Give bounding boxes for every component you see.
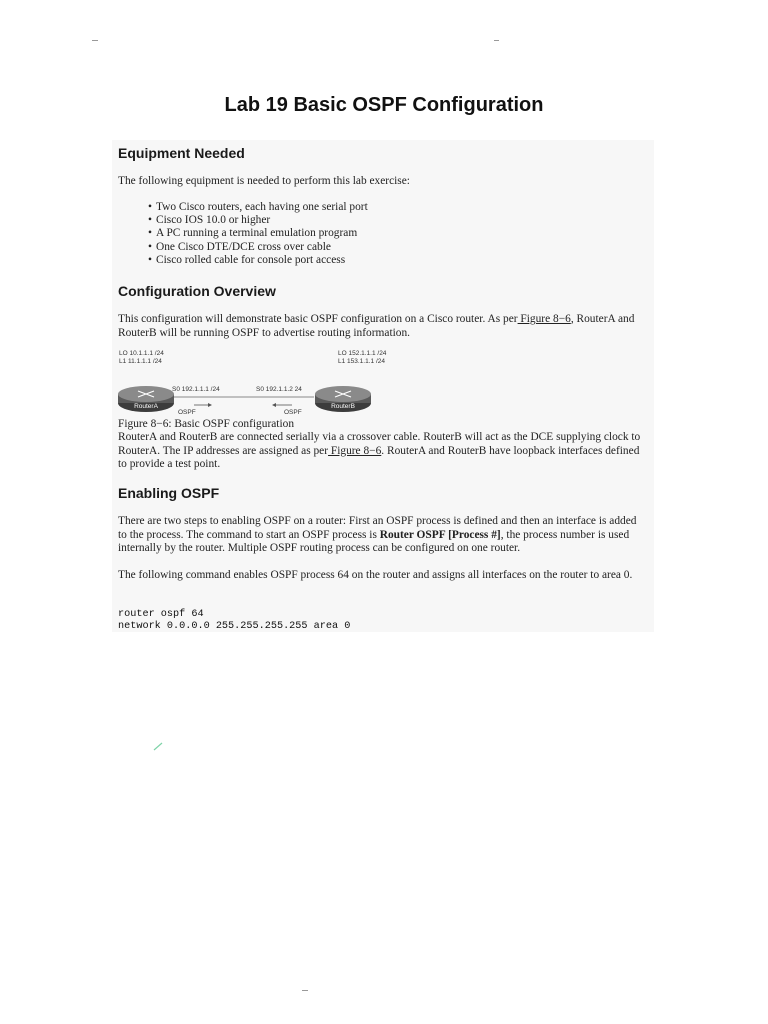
routerB-l1-label: L1 153.1.1.1 /24 [338, 358, 385, 365]
enabling-paragraph-2: The following command enables OSPF process 64 on the router and assigns all interfaces on the router to area 0. [118, 569, 633, 581]
heading-equipment-needed: Equipment Needed [118, 145, 245, 161]
routerB-lo0-label: LO 152.1.1.1 /24 [338, 350, 387, 357]
routerB-serial-label: S0 192.1.1.2 24 [256, 386, 302, 393]
list-item: • Cisco IOS 10.0 or higher [148, 214, 368, 227]
equipment-list [148, 201, 368, 267]
code-line: router ospf 64 [118, 609, 204, 620]
heading-enabling-ospf: Enabling OSPF [118, 485, 220, 501]
heading-configuration-overview: Configuration Overview [118, 283, 276, 299]
routerA-ospf-label: OSPF [178, 409, 196, 416]
routerA-name: RouterA [134, 403, 158, 410]
list-item: • Cisco rolled cable for console port access [148, 254, 368, 267]
routerA-serial-label: S0 192.1.1.1 /24 [172, 386, 220, 393]
scan-artifact [302, 990, 308, 991]
overview-paragraph-1: This configuration will demonstrate basic OSPF configuration on a Cisco router. As per Figure 8−6, RouterA and RouterB will be running OSPF to advertise routing information. [118, 313, 635, 339]
equipment-intro: The following equipment is needed to perform this lab exercise: [118, 175, 410, 187]
code-line: network 0.0.0.0 255.255.255.255 area 0 [118, 621, 351, 632]
stray-mark [152, 740, 164, 752]
list-item: • Two Cisco routers, each having one serial port [148, 201, 368, 214]
scan-artifact [494, 40, 499, 41]
routerB-ospf-label: OSPF [284, 409, 302, 416]
figure-link[interactable]: Figure 8−6 [517, 313, 571, 325]
command-syntax: Router OSPF [Process #] [379, 528, 501, 541]
figure-link[interactable]: Figure 8−6 [328, 444, 382, 457]
routerA-l1-label: L1 11.1.1.1 /24 [119, 358, 162, 365]
list-item: • One Cisco DTE/DCE cross over cable [148, 241, 368, 254]
routerB-name: RouterB [331, 403, 355, 410]
network-diagram [116, 347, 387, 419]
enabling-paragraph-1: There are two steps to enabling OSPF on a router: First an OSPF process is defined and then an interface is added to the process. The command to start an OSPF process is Router OSPF [Process #], the process number is used internally by the router. Multiple OSPF routing process can be configured on one router. [118, 515, 637, 555]
scan-artifact [92, 40, 98, 41]
overview-paragraph-2: RouterA and RouterB are connected serially via a crossover cable. RouterB will act as the DCE supplying clock to RouterA. The IP addresses are assigned as per Figure 8−6. RouterA and RouterB have loopback interfaces defined to provide a test point. [118, 431, 641, 471]
list-item: • A PC running a terminal emulation program [148, 227, 368, 240]
routerA-lo0-label: LO 10.1.1.1 /24 [119, 350, 164, 357]
figure-caption: Figure 8−6: Basic OSPF configuration [118, 418, 295, 430]
page-title: Lab 19 Basic OSPF Configuration [224, 94, 544, 116]
